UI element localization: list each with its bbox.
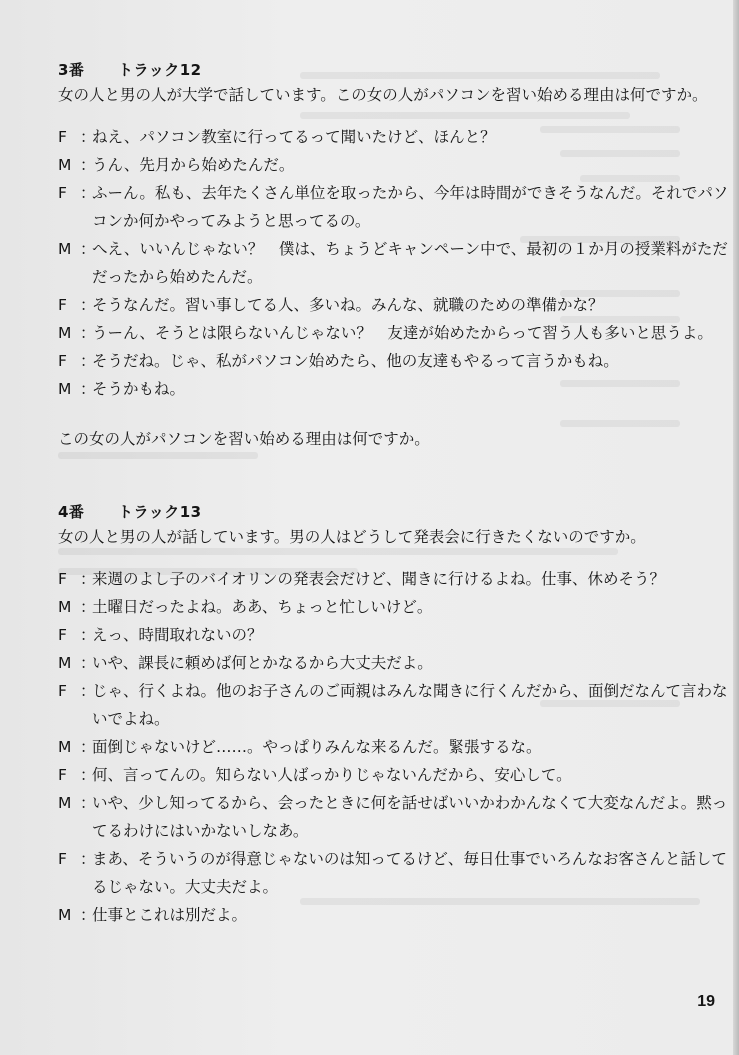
dialogue-line: F ： 来週のよし子のバイオリンの発表会だけど、聞きに行けるよね。仕事、休めそう？ bbox=[58, 568, 688, 590]
line-text: 面倒じゃないけど……。やっぱりみんな来るんだ。緊張するな。 bbox=[92, 738, 542, 756]
speaker-label: F bbox=[58, 570, 67, 588]
line-text: そうなんだ。習い事してる人、多いね。みんな、就職のための準備かな？ bbox=[92, 296, 604, 314]
speaker-label: F bbox=[58, 184, 67, 202]
dialogue-line: M ： 仕事とこれは別だよ。 bbox=[58, 904, 688, 926]
question-intro: 女の人と男の人が大学で話しています。この女の人がパソコンを習い始める理由は何ですか。 bbox=[58, 86, 708, 104]
dialogue bbox=[58, 126, 729, 400]
section-heading bbox=[58, 502, 688, 522]
section-3 bbox=[58, 60, 729, 450]
dialogue-line: M ： へえ、いいんじゃない？ 僕は、ちょうどキャンペーン中で、最初の１か月の授業料がただ bbox=[58, 240, 728, 258]
speaker-label: M bbox=[58, 906, 72, 924]
speaker-label: M bbox=[58, 598, 72, 616]
dialogue-line: F ： ふーん。私も、去年たくさん単位を取ったから、今年は時間ができそうなんだ。それでパソ bbox=[58, 184, 729, 202]
speaker-label: M bbox=[58, 654, 72, 672]
line-text: ふーん。私も、去年たくさん単位を取ったから、今年は時間ができそうなんだ。それでパソ bbox=[92, 184, 729, 202]
line-text: うん、先月から始めたんだ。 bbox=[92, 156, 295, 174]
dialogue-line: M ： うん、先月から始めたんだ。 bbox=[58, 154, 688, 176]
speaker-label: M bbox=[58, 380, 72, 398]
speaker-label: F bbox=[58, 682, 67, 700]
speaker-label: F bbox=[58, 766, 67, 784]
speaker-label: F bbox=[58, 296, 67, 314]
dialogue-line: F ： ねえ、パソコン教室に行ってるって聞いたけど、ほんと？ bbox=[58, 126, 688, 148]
line-continuation: いでよね。 bbox=[92, 710, 170, 728]
speaker-label: F bbox=[58, 128, 67, 146]
speaker-label: M bbox=[58, 240, 72, 258]
line-text: そうかもね。 bbox=[92, 380, 186, 398]
line-text: えっ、時間取れないの？ bbox=[92, 626, 263, 644]
line-text: いや、少し知ってるから、会ったときに何を話せばいいかわかんなくて大変なんだよ。黙っ bbox=[92, 794, 728, 812]
dialogue-line: F ： まあ、そういうのが得意じゃないのは知ってるけど、毎日仕事でいろんなお客さんと話して bbox=[58, 850, 727, 868]
speaker-label: F bbox=[58, 850, 67, 868]
line-continuation: てるわけにはいかないしなあ。 bbox=[92, 822, 309, 840]
track-label: トラック12 bbox=[118, 61, 202, 79]
speaker-label: M bbox=[58, 794, 72, 812]
line-text: へえ、いいんじゃない？ 僕は、ちょうどキャンペーン中で、最初の１か月の授業料がただ bbox=[92, 240, 728, 258]
dialogue-line: F ： じゃ、行くよね。他のお子さんのご両親はみんな聞きに行くんだから、面倒だなんて言わな bbox=[58, 682, 728, 700]
question-number: 3番 bbox=[58, 61, 85, 79]
page-number: 19 bbox=[697, 993, 715, 1010]
line-text: 来週のよし子のバイオリンの発表会だけど、聞きに行けるよね。仕事、休めそう？ bbox=[92, 570, 666, 588]
question-text: この女の人がパソコンを習い始める理由は何ですか。 bbox=[58, 430, 430, 448]
section-heading bbox=[58, 60, 688, 80]
question-intro: 女の人と男の人が話しています。男の人はどうして発表会に行きたくないのですか。 bbox=[58, 528, 646, 546]
speaker-label: F bbox=[58, 626, 67, 644]
line-text: まあ、そういうのが得意じゃないのは知ってるけど、毎日仕事でいろんなお客さんと話して bbox=[92, 850, 727, 868]
dialogue-line: M ： うーん、そうとは限らないんじゃない？ 友達が始めたからって習う人も多いと思うよ。 bbox=[58, 324, 713, 342]
speaker-label: F bbox=[58, 352, 67, 370]
line-text: 土曜日だったよね。ああ、ちょっと忙しいけど。 bbox=[92, 598, 433, 616]
dialogue-line: M ： いや、少し知ってるから、会ったときに何を話せばいいかわかんなくて大変なんだよ。黙っ bbox=[58, 794, 728, 812]
line-continuation: るじゃない。大丈夫だよ。 bbox=[92, 878, 279, 896]
speaker-label: M bbox=[58, 738, 72, 756]
dialogue-line: F ： えっ、時間取れないの？ bbox=[58, 624, 688, 646]
track-label: トラック13 bbox=[118, 503, 202, 521]
dialogue bbox=[58, 568, 728, 926]
line-text: じゃ、行くよね。他のお子さんのご両親はみんな聞きに行くんだから、面倒だなんて言わな bbox=[92, 682, 728, 700]
dialogue-line: F ： そうだね。じゃ、私がパソコン始めたら、他の友達もやるって言うかもね。 bbox=[58, 350, 688, 372]
line-continuation: コンか何かやってみようと思ってるの。 bbox=[92, 212, 371, 230]
line-continuation: だったから始めたんだ。 bbox=[92, 268, 263, 286]
dialogue-line: M ： 土曜日だったよね。ああ、ちょっと忙しいけど。 bbox=[58, 596, 688, 618]
line-text: いや、課長に頼めば何とかなるから大丈夫だよ。 bbox=[92, 654, 433, 672]
dialogue-line: F ： 何、言ってんの。知らない人ばっかりじゃないんだから、安心して。 bbox=[58, 764, 688, 786]
line-text: 何、言ってんの。知らない人ばっかりじゃないんだから、安心して。 bbox=[92, 766, 572, 784]
speaker-label: M bbox=[58, 324, 72, 342]
dialogue-line: M ： いや、課長に頼めば何とかなるから大丈夫だよ。 bbox=[58, 652, 688, 674]
line-text: 仕事とこれは別だよ。 bbox=[92, 906, 248, 924]
dialogue-line: M ： そうかもね。 bbox=[58, 378, 688, 400]
dialogue-line: F ： そうなんだ。習い事してる人、多いね。みんな、就職のための準備かな？ bbox=[58, 294, 688, 316]
speaker-label: M bbox=[58, 156, 72, 174]
line-text: うーん、そうとは限らないんじゃない？ 友達が始めたからって習う人も多いと思うよ。 bbox=[92, 324, 713, 342]
page-edge bbox=[733, 0, 739, 1055]
section-4 bbox=[58, 502, 728, 926]
dialogue-line: M ： 面倒じゃないけど……。やっぱりみんな来るんだ。緊張するな。 bbox=[58, 736, 688, 758]
line-text: ねえ、パソコン教室に行ってるって聞いたけど、ほんと？ bbox=[92, 128, 496, 146]
question-number: 4番 bbox=[58, 503, 85, 521]
line-text: そうだね。じゃ、私がパソコン始めたら、他の友達もやるって言うかもね。 bbox=[92, 352, 619, 370]
